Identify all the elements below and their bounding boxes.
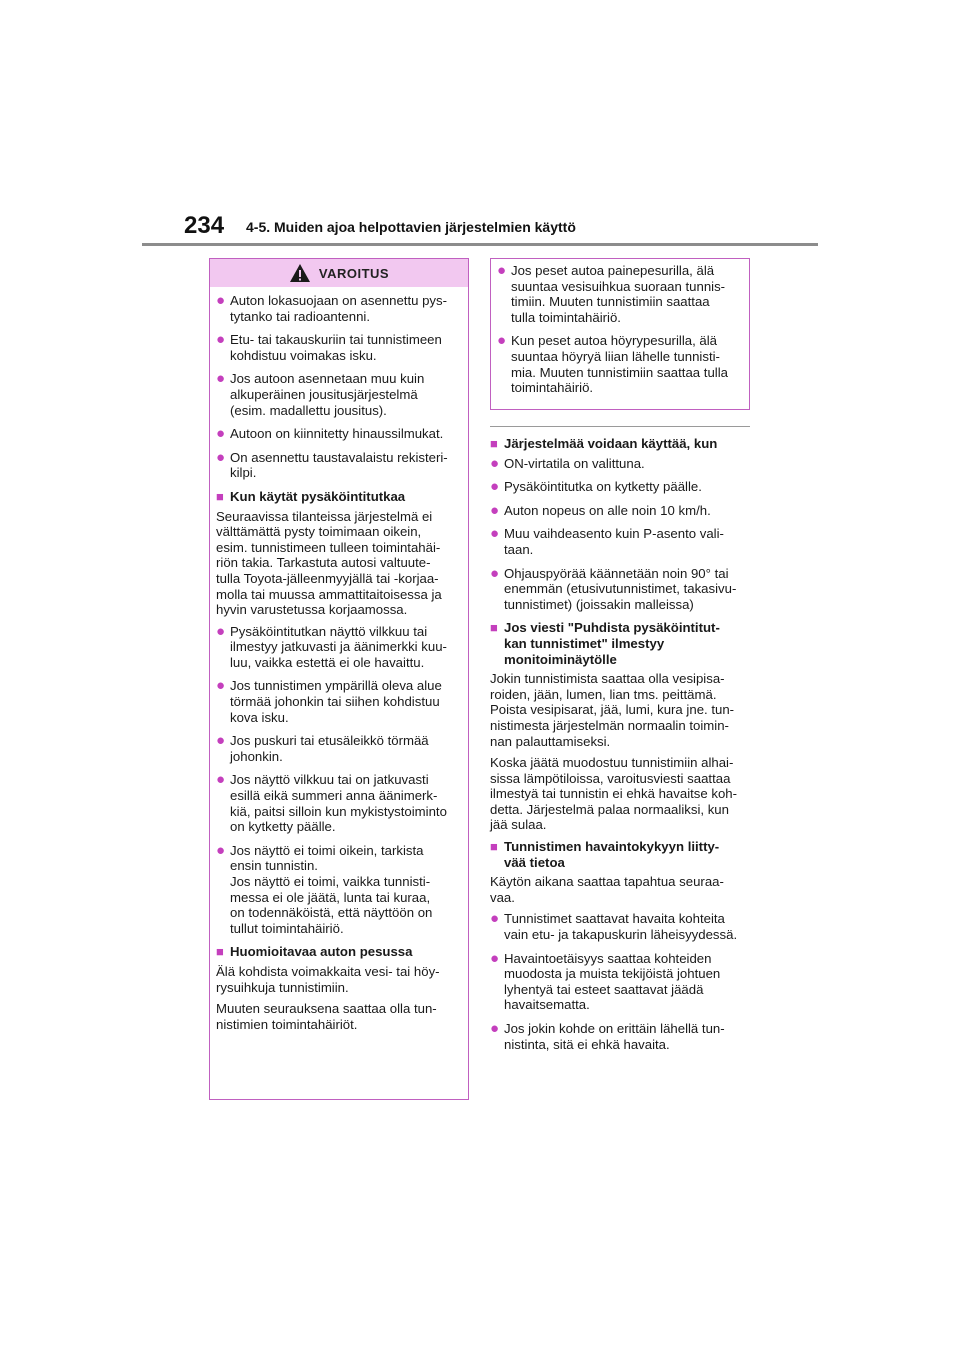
paragraph: Älä kohdista voimakkaita vesi- tai höy- rysuihkuja tunnistimiin. [216,963,440,995]
list-item: ● Jos näyttö vilkkuu tai on jatkuvasti esillä eikä summeri anna äänimerk- kiä, paitsi silloin kun mykistystoiminto on kytketty päälle. [216,771,447,835]
subheading: ■ Kun käytät pysäköintitutkaa [216,488,406,504]
paragraph: Muuten seurauksena saattaa olla tun- nistimien toimintahäiriöt. [216,1001,437,1032]
warning-box [209,258,469,1100]
section-divider [490,426,750,427]
list-item: ● Jos jokin kohde on erittäin lähellä tun- nistinta, sitä ei ehkä havaita. [490,1020,725,1052]
list-item: ● Etu- tai takauskuriin tai tunnistimeen kohdistuu voimakas isku. [216,331,442,363]
warning-triangle-icon [289,263,311,283]
list-item: ● Tunnistimet saattavat havaita kohteita vain etu- ja takapuskurin läheisyydessä. [490,910,738,943]
subheading: ■ Huomioitavaa auton pesussa [216,944,413,960]
list-item: ● Auton nopeus on alle noin 10 km/h. [490,501,711,519]
page-header [0,0,960,250]
paragraph: Käytön aikana saattaa tapahtua seuraa- vaa. [490,874,724,905]
right-column [490,428,752,1060]
page-number: 234 [184,212,225,239]
list-item: ● Pysäköintitutkan näyttö vilkkuu tai ilmestyy jatkuvasti ja äänimerkki kuu- luu, vaikka estettä ei ole havaittu. [216,622,447,670]
subheading: ■ Järjestelmää voidaan käyttää, kun [490,436,718,451]
list-item: ● Jos tunnistimen ympärillä oleva alue törmää johonkin tai siihen kohdistuu kova isku. [216,677,442,725]
paragraph: Seuraavissa tilanteissa järjestelmä ei välttämättä pysty toimimaan oikein, esim. tunnistimeen tulleen toimintahäi- riön takia. Tarkastuta autosi valtuute- tulla Toyota-jälleenmyyjällä tai -korjaa- molla tai muussa ammattitaitoisessa ja hyvin varustetussa korjaamossa. [216,508,442,618]
warning-content [210,287,468,1032]
list-item: ● Jos näyttö ei toimi oikein, tarkista ensin tunnistin. Jos näyttö ei toimi, vaikka tunnisti- messa ei ole jäätä, lunta tai kuraa, on todennäköistä, että näyttöön on tullut toimintahäiriö. [216,841,433,936]
list-item: ● Auton lokasuojaan on asennettu pys- tytanko tai radioantenni. [216,292,448,324]
paragraph: Koska jäätä muodostuu tunnistimiin alhai- sissa lämpötiloissa, varoitusviesti saattaa ilmestyä tai tunnistin ei ehkä havaitse koh- detta. Järjestelmä palaa normaaliksi, kun jää sulaa. [490,755,738,833]
subheading: ■ Tunnistimen havaintokykyyn liitty- vää tietoa [490,839,720,870]
list-item: ● Havaintoetäisyys saattaa kohteiden muodosta ja muista tekijöistä johtuen lyhentyä tai esteet saattavat jäädä havaitsematta. [490,949,721,1013]
warning-content-continued [491,259,749,396]
list-item: ● On asennettu taustavalaistu rekisteri- kilpi. [216,448,448,481]
warning-header [210,259,468,287]
warning-box-continued [490,258,750,410]
list-item: ● Kun peset autoa höyrypesurilla, älä suuntaa höyryä liian lähelle tunnisti- mia. Muuten tunnistimiin saattaa tulla toimintahäiriö. [497,332,728,396]
section-title: 4-5. Muiden ajoa helpottavien järjestelmien käyttö [246,219,576,235]
subheading: ■ Jos viesti "Puhdista pysäköintitut- kan tunnistimet" ilmestyy monitoiminäytölle [490,620,720,667]
list-item: ● Jos puskuri tai etusäleikkö törmää johonkin. [216,732,429,764]
list-item: ● Pysäköintitutka on kytketty päälle. [490,478,702,496]
list-item: ● Jos autoon asennetaan muu kuin alkuperäinen jousitusjärjestelmä (esim. madallettu jousitus). [216,370,425,418]
list-item: ● ON-virtatila on valittuna. [490,454,645,472]
paragraph: Jokin tunnistimista saattaa olla vesipisa- roiden, jään, lumen, lian tms. peittämä. Poista vesipisarat, jää, lumi, kura jne. tun- nistimesta järjestelmän normaalin toimin- nan palauttamiseksi. [490,671,735,749]
warning-title: VAROITUS [318,265,390,281]
list-item: ● Autoon on kiinnitetty hinaussilmukat. [216,425,444,443]
list-item: ● Muu vaihdeasento kuin P-asento vali- taan. [490,525,724,557]
list-item: ● Jos peset autoa painepesurilla, älä suuntaa vesisuihkua suoraan tunnis- timiin. Muuten tunnistimiin saattaa tulla toimintahäiriö. [497,262,726,325]
list-item: ● Ohjauspyörää käännetään noin 90° tai enemmän (etusivutunnistimet, takasivu- tunnistimet) (joissakin malleissa) [490,564,737,612]
header-rule [142,243,818,246]
